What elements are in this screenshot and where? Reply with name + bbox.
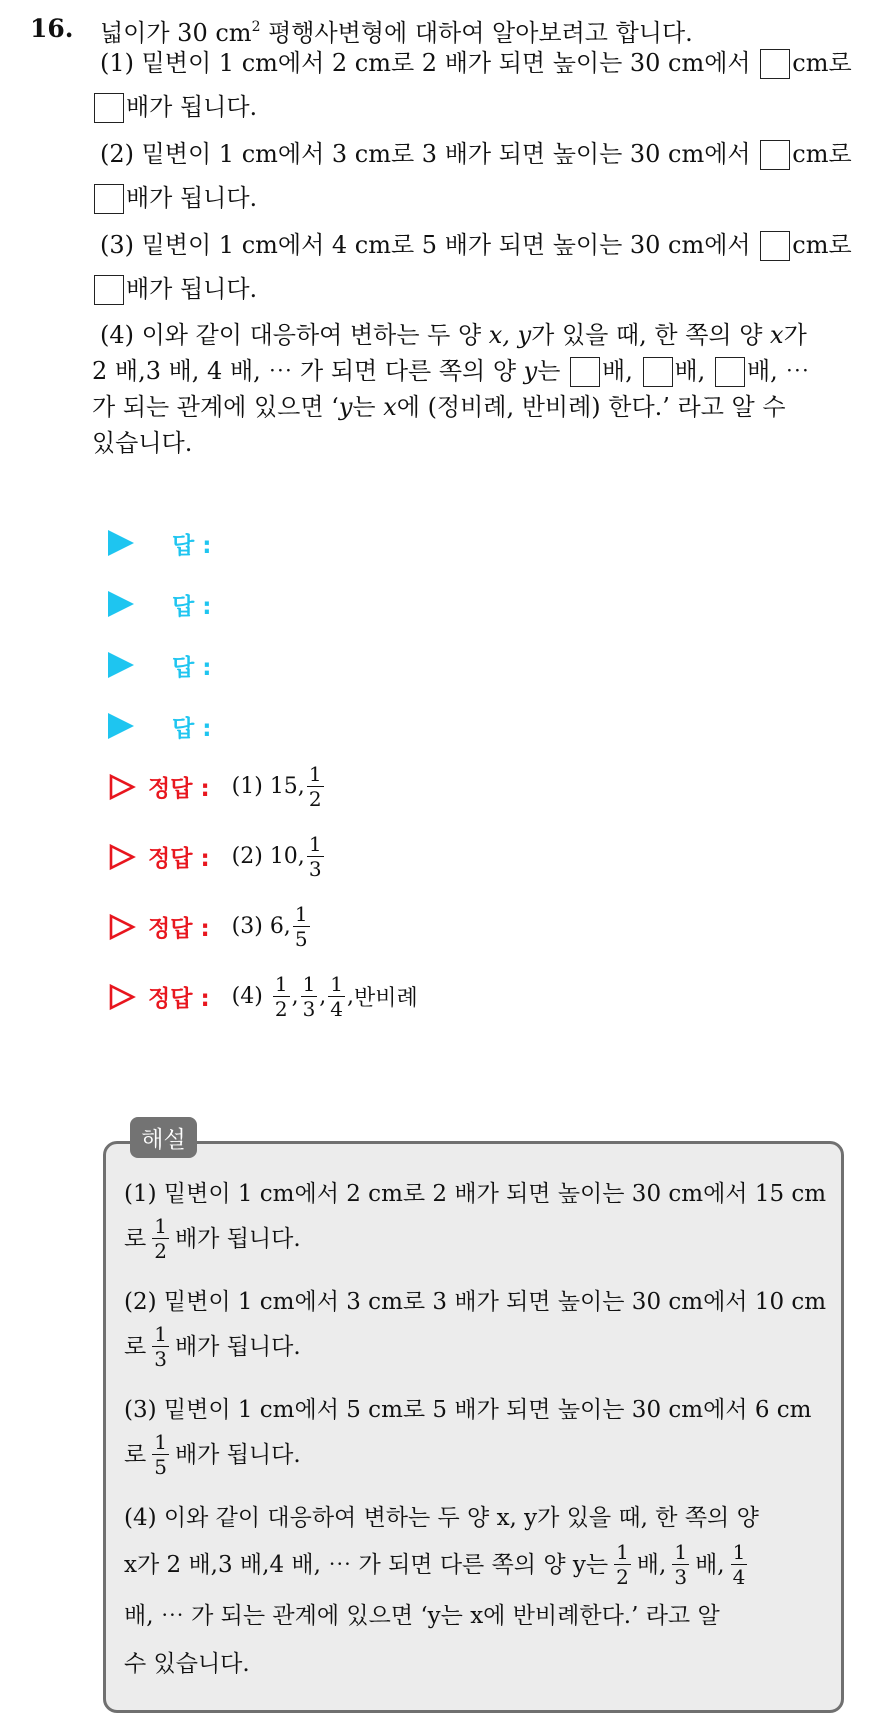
- part-1-line-1: (1) 밑변이 1 cm에서 2 cm로 2 배가 되면 높이는 30 cm에서 cm로: [100, 49, 852, 77]
- explanation-tag: 해설: [130, 1117, 197, 1158]
- question-number: 16.: [30, 14, 74, 43]
- fraction: $\frac{1}{3}$: [302, 972, 316, 1021]
- explanation-line: (1) 밑변이 1 cm에서 2 cm로 2 배가 되면 높이는 30 cm에서 15 cm: [124, 1181, 827, 1207]
- fraction: $\frac{1}{3}$: [154, 1322, 167, 1371]
- answer-blank-box[interactable]: [760, 49, 790, 79]
- outline-triangle-icon: [108, 913, 136, 941]
- explanation-line: 로 $\frac{1}{3}$ 배가 됩니다.: [124, 1322, 301, 1371]
- explanation-line: (2) 밑변이 1 cm에서 3 cm로 3 배가 되면 높이는 30 cm에서 10 cm: [124, 1289, 827, 1315]
- play-triangle-icon: [108, 713, 134, 739]
- play-triangle-icon: [108, 591, 134, 617]
- answer-blank-box[interactable]: [94, 184, 124, 214]
- explanation-line: (3) 밑변이 1 cm에서 5 cm로 5 배가 되면 높이는 30 cm에서 6 cm: [124, 1397, 812, 1423]
- answer-row[interactable]: 답 :: [108, 525, 211, 561]
- fraction: $\frac{1}{3}$: [674, 1540, 688, 1589]
- play-triangle-icon: [108, 530, 134, 556]
- fraction: $\frac{1}{4}$: [330, 972, 344, 1021]
- part-2-line-1: (2) 밑변이 1 cm에서 3 cm로 3 배가 되면 높이는 30 cm에서 cm로: [100, 140, 852, 168]
- part-3-line-2: 배가 됩니다.: [92, 272, 257, 306]
- explanation-line: 로 $\frac{1}{5}$ 배가 됩니다.: [124, 1430, 301, 1479]
- answer-blank-box[interactable]: [94, 93, 124, 123]
- answer-blank-box[interactable]: [760, 140, 790, 170]
- part-4-line-1: (4) 이와 같이 대응하여 변하는 두 양 x, y가 있을 때, 한 쪽의 양 x가: [100, 321, 807, 349]
- outline-triangle-icon: [108, 843, 136, 871]
- part-3-line-1: (3) 밑변이 1 cm에서 4 cm로 5 배가 되면 높이는 30 cm에서 cm로: [100, 231, 852, 259]
- part-1-line-2: 배가 됩니다.: [92, 90, 257, 124]
- part-4-line-4: 있습니다.: [92, 429, 193, 457]
- answer-row[interactable]: 답 :: [108, 586, 211, 622]
- outline-triangle-icon: [108, 773, 136, 801]
- answer-blank-box[interactable]: [94, 275, 124, 305]
- explanation-line: (4) 이와 같이 대응하여 변하는 두 양 x, y가 있을 때, 한 쪽의 양: [124, 1505, 759, 1531]
- fraction: $\frac{1}{2}$: [308, 762, 322, 811]
- solution-row-3: 정답 : (3) 6, $\frac{1}{5}$: [108, 904, 312, 949]
- answer-blank-box[interactable]: [570, 357, 600, 387]
- question-intro: 넓이가 30 $cm^2$ 평행사변형에 대하여 알아보려고 합니다.: [100, 19, 693, 47]
- explanation-line: 로 $\frac{1}{2}$ 배가 됩니다.: [124, 1214, 301, 1263]
- fraction: $\frac{1}{5}$: [294, 902, 308, 951]
- answer-row[interactable]: 답 :: [108, 708, 211, 744]
- answer-blank-box[interactable]: [715, 357, 745, 387]
- fraction: $\frac{1}{4}$: [732, 1540, 746, 1589]
- part-2-line-2: 배가 됩니다.: [92, 181, 257, 215]
- fraction: $\frac{1}{5}$: [154, 1430, 167, 1479]
- explanation-line: x가 2 배,3 배,4 배, ⋯ 가 되면 다른 쪽의 양 y는 $\frac{1}{2}$ 배, $\frac{1}{3}$ 배, $\frac{1}{4}$: [124, 1540, 746, 1589]
- part-4-line-2: 2 배,3 배, 4 배, ⋯ 가 되면 다른 쪽의 양 y는 배, 배, 배, ⋯: [92, 357, 810, 385]
- answer-blank-box[interactable]: [643, 357, 673, 387]
- fraction: $\frac{1}{2}$: [616, 1540, 629, 1589]
- explanation-line: 배, ⋯ 가 되는 관계에 있으면 ‘y는 x에 반비례한다.’ 라고 알: [124, 1603, 720, 1629]
- fraction: $\frac{1}{2}$: [154, 1214, 167, 1263]
- play-triangle-icon: [108, 652, 134, 678]
- answer-blank-box[interactable]: [760, 231, 790, 261]
- solution-row-2: 정답 : (2) 10, $\frac{1}{3}$: [108, 834, 326, 879]
- outline-triangle-icon: [108, 983, 136, 1011]
- solution-row-1: 정답 : (1) 15, $\frac{1}{2}$: [108, 764, 326, 809]
- answer-row[interactable]: 답 :: [108, 647, 211, 683]
- solution-row-4: 정답 : (4) $\frac{1}{2}$ , $\frac{1}{3}$ , $\frac{1}{4}$ , 반비례: [108, 974, 418, 1019]
- fraction: $\frac{1}{3}$: [308, 832, 322, 881]
- fraction: $\frac{1}{2}$: [274, 972, 288, 1021]
- part-4-line-3: 가 되는 관계에 있으면 ‘y는 x에 (정비례, 반비례) 한다.’ 라고 알 수: [92, 393, 786, 421]
- explanation-line: 수 있습니다.: [124, 1651, 250, 1677]
